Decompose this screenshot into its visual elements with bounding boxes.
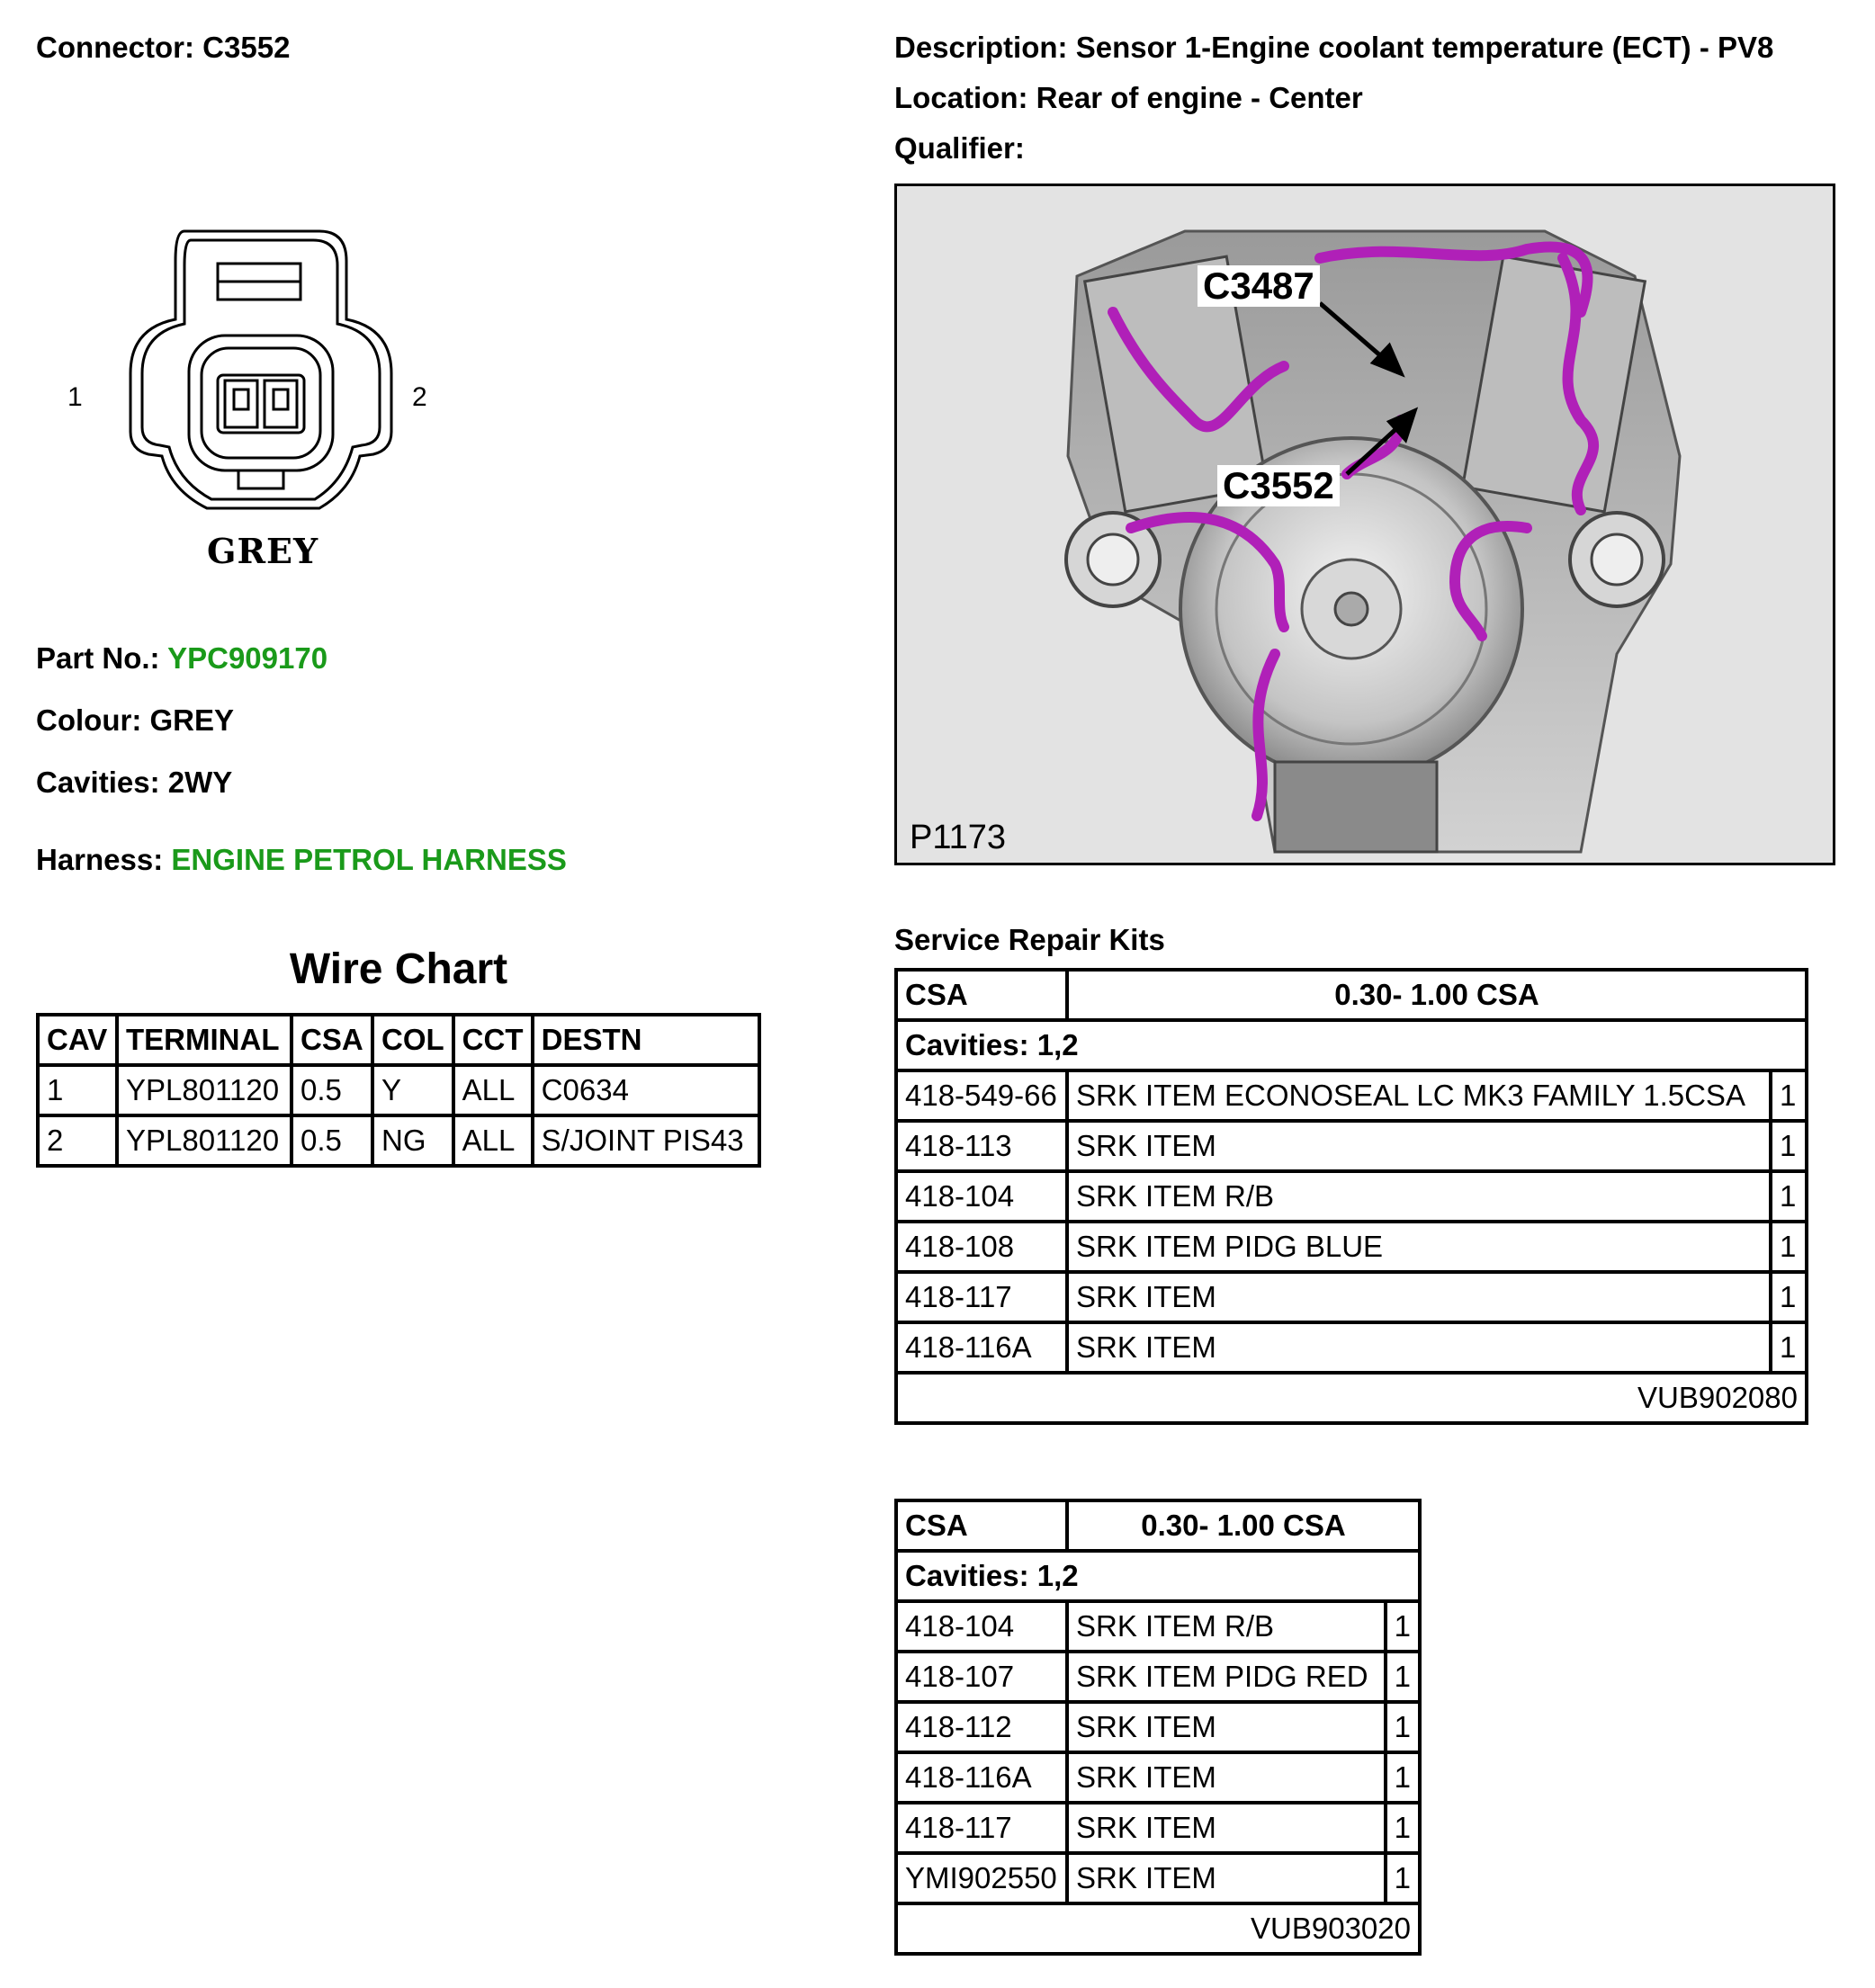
kit-item-part: 418-104 (896, 1601, 1067, 1652)
kit-item-qty: 1 (1771, 1322, 1807, 1373)
table-row (896, 1853, 1420, 1903)
table-row (896, 1803, 1420, 1853)
table-row (896, 1070, 1807, 1121)
kit-item-desc: SRK ITEM (1067, 1272, 1771, 1322)
wire-chart-table (36, 1013, 761, 1168)
table-row (896, 1702, 1420, 1752)
kit-cavities: Cavities: 1,2 (896, 1551, 1420, 1601)
colour-label: Colour: (36, 703, 142, 737)
kit-item-qty: 1 (1386, 1853, 1420, 1903)
colour-value: GREY (149, 703, 235, 737)
wire-chart-title: Wire Chart (289, 945, 508, 993)
kit-csa-label: CSA (896, 970, 1067, 1020)
kit-item-desc: SRK ITEM R/B (1067, 1171, 1771, 1222)
kit-item-qty: 1 (1386, 1601, 1420, 1652)
table-row (896, 1272, 1807, 1322)
cell-destn: C0634 (533, 1065, 759, 1115)
harness-label: Harness: (36, 843, 164, 876)
cell-cct: ALL (453, 1065, 533, 1115)
table-row (896, 1652, 1420, 1702)
kit-item-qty: 1 (1386, 1652, 1420, 1702)
harness-link[interactable]: ENGINE PETROL HARNESS (171, 843, 567, 876)
connector-field (36, 31, 290, 65)
table-row (896, 1121, 1807, 1171)
description-field (894, 31, 1773, 65)
table-row (896, 1752, 1420, 1803)
callout-c3487: C3487 (1198, 265, 1320, 307)
cell-cav: 2 (38, 1115, 117, 1166)
repair-kit-table-2 (894, 1499, 1422, 1956)
cell-col: Y (372, 1065, 453, 1115)
kit-item-qty: 1 (1771, 1222, 1807, 1272)
location-field (894, 81, 1363, 115)
figure-id: P1173 (904, 819, 1011, 857)
callout-c3552: C3552 (1217, 465, 1340, 506)
table-row (38, 1115, 759, 1166)
kit-item-part: 418-116A (896, 1752, 1067, 1803)
pin-label-1: 1 (67, 382, 83, 412)
kit-item-qty: 1 (1386, 1702, 1420, 1752)
table-row (38, 1065, 759, 1115)
kit-item-part: YMI902550 (896, 1853, 1067, 1903)
cell-terminal: YPL801120 (117, 1115, 292, 1166)
kit-item-desc: SRK ITEM (1067, 1702, 1386, 1752)
kit-item-part: 418-549-66 (896, 1070, 1067, 1121)
kit-item-qty: 1 (1771, 1171, 1807, 1222)
kit-item-desc: SRK ITEM (1067, 1803, 1386, 1853)
kit-item-part: 418-112 (896, 1702, 1067, 1752)
description-value: Sensor 1-Engine coolant temperature (ECT) - PV8 (1075, 31, 1774, 64)
kit-cavities: Cavities: 1,2 (896, 1020, 1807, 1070)
kit-cavities-row (896, 1020, 1807, 1070)
cavities-value: 2WY (167, 766, 233, 799)
qualifier-label: Qualifier: (894, 131, 1025, 165)
kit-item-desc: SRK ITEM (1067, 1322, 1771, 1373)
kit-item-part: 418-113 (896, 1121, 1067, 1171)
harness-field (36, 843, 567, 877)
kit-number-row (896, 1373, 1807, 1423)
colour-field (36, 703, 234, 738)
kit-item-qty: 1 (1386, 1803, 1420, 1853)
location-value: Rear of engine - Center (1036, 81, 1363, 114)
kit-number: VUB902080 (896, 1373, 1807, 1423)
kit-item-desc: SRK ITEM PIDG RED (1067, 1652, 1386, 1702)
kit-item-part: 418-116A (896, 1322, 1067, 1373)
pin-label-2: 2 (412, 382, 427, 412)
table-row (896, 1222, 1807, 1272)
kit-item-desc: SRK ITEM ECONOSEAL LC MK3 FAMILY 1.5CSA (1067, 1070, 1771, 1121)
kit-item-qty: 1 (1386, 1752, 1420, 1803)
table-row (896, 1601, 1420, 1652)
part-no-label: Part No.: (36, 641, 160, 675)
engine-illustration (897, 186, 1833, 863)
cell-col: NG (372, 1115, 453, 1166)
cavities-label: Cavities: (36, 766, 160, 799)
part-no-field (36, 641, 327, 676)
kit-csa-value: 0.30- 1.00 CSA (1067, 1500, 1420, 1551)
cell-terminal: YPL801120 (117, 1065, 292, 1115)
kit-item-qty: 1 (1771, 1121, 1807, 1171)
kit-csa-value: 0.30- 1.00 CSA (1067, 970, 1807, 1020)
engine-location-image (894, 184, 1835, 865)
kit-cavities-row (896, 1551, 1420, 1601)
description-label: Description: (894, 31, 1068, 64)
kit-item-desc: SRK ITEM PIDG BLUE (1067, 1222, 1771, 1272)
header-terminal: TERMINAL (117, 1015, 292, 1065)
kit-item-desc: SRK ITEM (1067, 1752, 1386, 1803)
repair-kit-table-1 (894, 968, 1808, 1425)
part-no-link[interactable]: YPC909170 (167, 641, 328, 675)
kit-item-part: 418-104 (896, 1171, 1067, 1222)
kit-csa-row (896, 970, 1807, 1020)
table-row (896, 1322, 1807, 1373)
header-csa: CSA (292, 1015, 372, 1065)
kit-item-part: 418-108 (896, 1222, 1067, 1272)
wire-chart-header-row (38, 1015, 759, 1065)
table-row (896, 1171, 1807, 1222)
kit-number-row (896, 1903, 1420, 1954)
header-cct: CCT (453, 1015, 533, 1065)
kit-item-desc: SRK ITEM (1067, 1121, 1771, 1171)
header-col: COL (372, 1015, 453, 1065)
kit-item-desc: SRK ITEM R/B (1067, 1601, 1386, 1652)
kit-item-part: 418-107 (896, 1652, 1067, 1702)
kit-csa-row (896, 1500, 1420, 1551)
header-destn: DESTN (533, 1015, 759, 1065)
kit-number: VUB903020 (896, 1903, 1420, 1954)
kit-item-qty: 1 (1771, 1272, 1807, 1322)
kit-item-part: 418-117 (896, 1803, 1067, 1853)
connector-face-diagram (90, 220, 468, 535)
cell-cav: 1 (38, 1065, 117, 1115)
cavities-field (36, 766, 232, 800)
header-cav: CAV (38, 1015, 117, 1065)
connector-label: Connector: (36, 31, 194, 64)
kit-item-qty: 1 (1771, 1070, 1807, 1121)
location-label: Location: (894, 81, 1028, 114)
cell-cct: ALL (453, 1115, 533, 1166)
kit-item-part: 418-117 (896, 1272, 1067, 1322)
kit-item-desc: SRK ITEM (1067, 1853, 1386, 1903)
cell-csa: 0.5 (292, 1115, 372, 1166)
cell-destn: S/JOINT PIS43 (533, 1115, 759, 1166)
connector-colour-label: GREY (207, 531, 319, 571)
kit-csa-label: CSA (896, 1500, 1067, 1551)
cell-csa: 0.5 (292, 1065, 372, 1115)
service-repair-kits-title: Service Repair Kits (894, 923, 1165, 956)
qualifier-field (894, 131, 1025, 166)
connector-value: C3552 (202, 31, 291, 64)
